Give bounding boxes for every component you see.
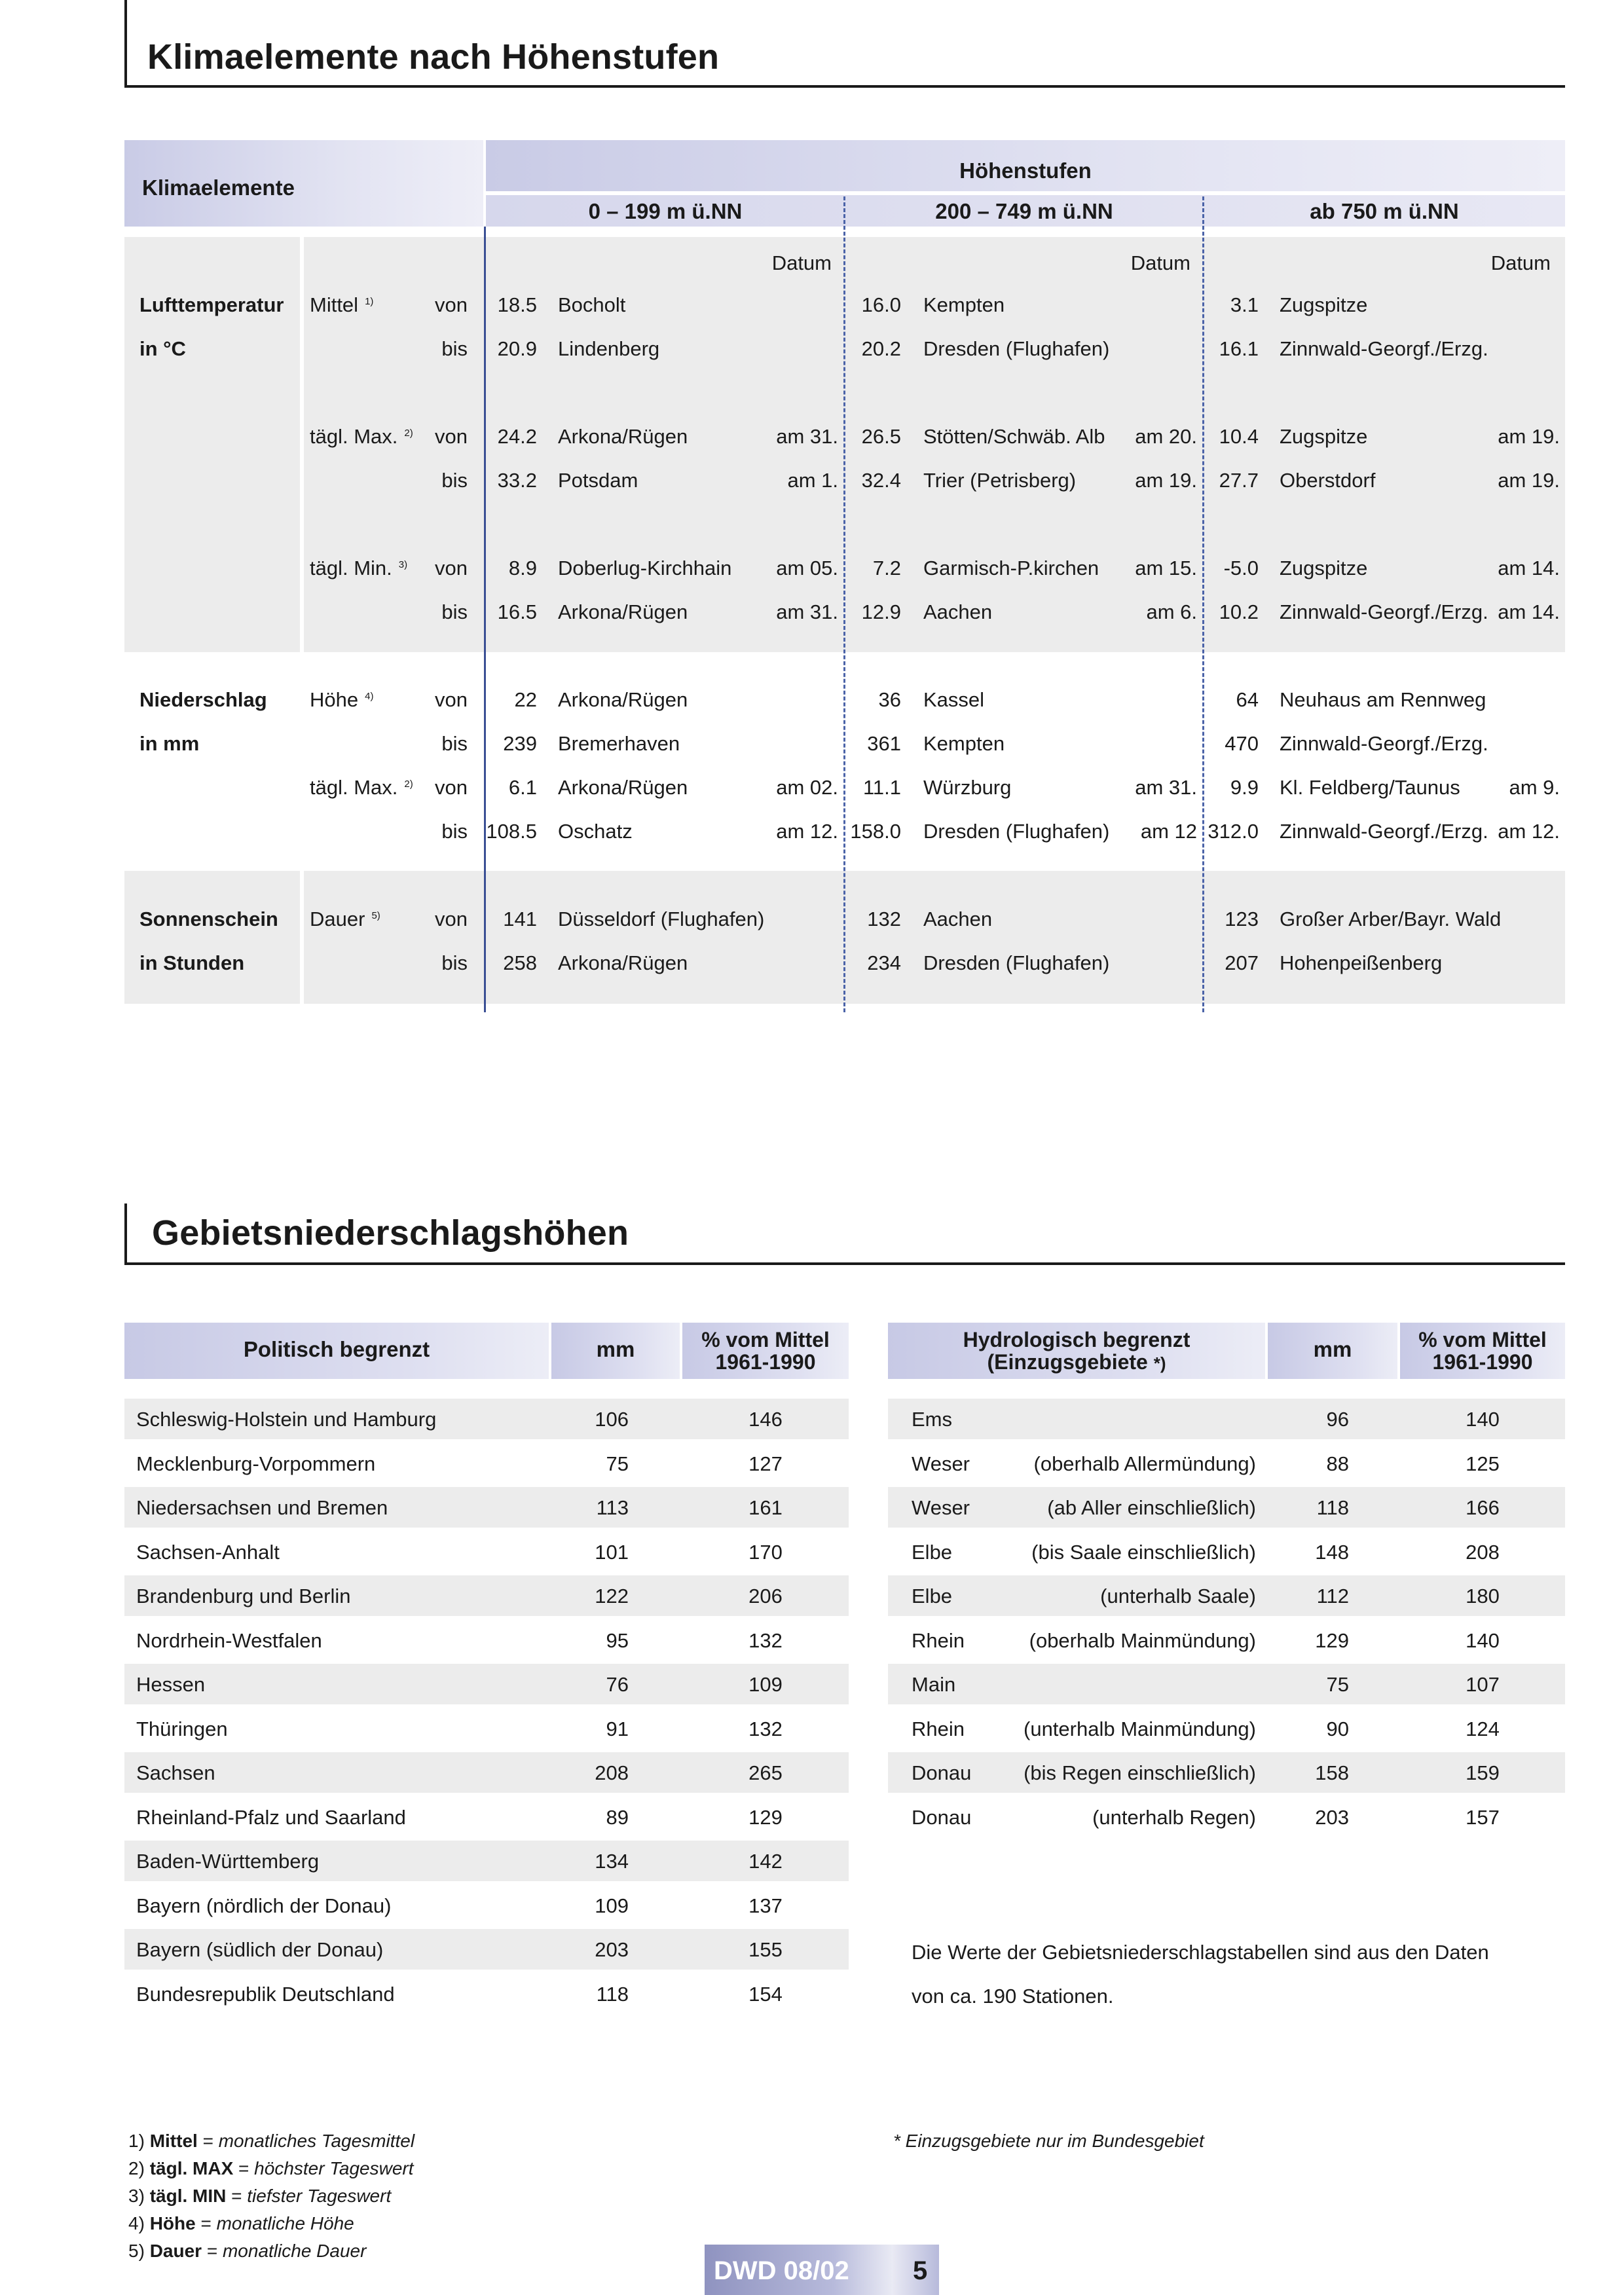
- table2-region: Mecklenburg-Vorpommern: [136, 1452, 376, 1475]
- band1-date: am 31.: [776, 425, 838, 448]
- band3-station: Zinnwald-Georgf./Erzg.: [1280, 337, 1488, 360]
- badge-text: DWD 08/02: [714, 2256, 849, 2285]
- column-separator: [300, 237, 304, 652]
- band2-date: am 31.: [1135, 776, 1197, 799]
- band3-station: Zugspitze: [1280, 557, 1368, 579]
- climate-sub-label: [310, 689, 373, 710]
- table3-header-mm: mm: [1313, 1337, 1352, 1361]
- table3-pct: 166: [1466, 1496, 1500, 1519]
- table2-mm: 91: [606, 1717, 629, 1740]
- band2-station: Kempten: [923, 732, 1005, 755]
- band1-value: 24.2: [497, 425, 537, 448]
- band2-station: Dresden (Flughafen): [923, 820, 1110, 843]
- climate-sub-label: [310, 558, 407, 578]
- band3-value: 3.1: [1230, 293, 1259, 316]
- band1-station: Arkona/Rügen: [558, 951, 688, 974]
- von-bis-label: bis: [441, 337, 468, 360]
- table2-mm: 122: [595, 1585, 629, 1607]
- footnote-description: monatliches Tagesmittel: [218, 2131, 415, 2151]
- band2-value: 26.5: [861, 425, 901, 448]
- von-bis-label: von: [435, 557, 468, 579]
- band2-date: am 15.: [1135, 557, 1197, 579]
- table3-mm: 75: [1326, 1673, 1349, 1696]
- band-label-1: 0 – 199 m ü.NN: [588, 199, 743, 223]
- table3-pct: 140: [1466, 1629, 1500, 1652]
- group-bg-sunshine-data: [486, 871, 1565, 1004]
- footnote-ref: 2): [404, 427, 413, 439]
- band-divider-dashed-2: [1202, 196, 1204, 1012]
- heading-rule-horizontal: [124, 85, 1565, 88]
- band2-value: 158.0: [850, 820, 901, 843]
- heading-rule-vertical-2: [124, 1203, 127, 1265]
- table3-pct: 180: [1466, 1585, 1500, 1607]
- table2-pct: 109: [748, 1673, 783, 1696]
- table3-river: Rhein: [912, 1629, 965, 1652]
- band3-station: Zinnwald-Georgf./Erzg.: [1280, 600, 1488, 623]
- band3-value: -5.0: [1223, 557, 1259, 579]
- table3-mm: 148: [1315, 1541, 1349, 1564]
- table2-pct: 155: [748, 1938, 783, 1961]
- table2-region: Niedersachsen und Bremen: [136, 1496, 388, 1519]
- band1-value: 108.5: [486, 820, 537, 843]
- table3-detail: (unterhalb Saale): [1100, 1585, 1256, 1607]
- table3-detail: (oberhalb Mainmündung): [1029, 1629, 1256, 1652]
- band1-date: am 05.: [776, 557, 838, 579]
- table2-region: Bayern (südlich der Donau): [136, 1938, 384, 1961]
- band3-value: 207: [1225, 951, 1259, 974]
- band2-date: am 12: [1140, 820, 1197, 843]
- table3-river: Elbe: [912, 1541, 953, 1564]
- table2-region: Sachsen: [136, 1761, 215, 1784]
- band2-value: 132: [867, 908, 901, 930]
- band3-value: 16.1: [1219, 337, 1259, 360]
- band3-date: am 12.: [1498, 820, 1560, 843]
- band1-value: 33.2: [497, 469, 537, 492]
- footnote-number: 3): [128, 2186, 145, 2206]
- table3-pct: 125: [1466, 1452, 1500, 1475]
- page-number: 5: [913, 2256, 928, 2285]
- von-bis-label: bis: [441, 600, 468, 623]
- band1-value: 18.5: [497, 293, 537, 316]
- band2-value: 11.1: [862, 776, 901, 799]
- band3-date: am 14.: [1498, 600, 1560, 623]
- climate-sub-label: [310, 777, 413, 798]
- climate-element-label: in Stunden: [139, 951, 245, 974]
- band2-value: 234: [867, 951, 901, 974]
- band3-date: am 19.: [1498, 469, 1560, 492]
- table2-region: Baden-Württemberg: [136, 1850, 320, 1873]
- band1-station: Bremerhaven: [558, 732, 680, 755]
- footnote-number: 1): [128, 2131, 145, 2151]
- table3-pct: 208: [1466, 1541, 1500, 1564]
- datum-label-2: Datum: [1130, 251, 1190, 274]
- band1-value: 258: [503, 951, 537, 974]
- band1-date: am 02.: [776, 776, 838, 799]
- column-separator: [300, 871, 304, 1004]
- table3-pct: 157: [1466, 1806, 1500, 1829]
- band3-value: 123: [1225, 908, 1259, 930]
- band1-station: Arkona/Rügen: [558, 600, 688, 623]
- band3-station: Zinnwald-Georgf./Erzg.: [1280, 732, 1488, 755]
- table3-header-name-1: Hydrologisch begrenzt: [963, 1328, 1190, 1351]
- footnote-number: 5): [128, 2241, 145, 2261]
- datum-label-3: Datum: [1490, 251, 1551, 274]
- footnote-ref: 1): [365, 295, 374, 307]
- footnote-number: 2): [128, 2158, 145, 2178]
- von-bis-label: bis: [441, 732, 468, 755]
- band1-station: Doberlug-Kirchhain: [558, 557, 732, 579]
- band1-station: Arkona/Rügen: [558, 776, 688, 799]
- table2-mm: 109: [595, 1894, 629, 1917]
- band1-station: Düsseldorf (Flughafen): [558, 908, 765, 930]
- footnote-term: tägl. MAX: [149, 2158, 234, 2178]
- band2-value: 7.2: [872, 557, 901, 579]
- table3-note-line-2: von ca. 190 Stationen.: [912, 1985, 1114, 2008]
- band3-value: 64: [1236, 688, 1259, 711]
- sub-label-text: Höhe: [310, 688, 359, 711]
- table2-region: Nordrhein-Westfalen: [136, 1629, 322, 1652]
- footnote-term: Dauer: [149, 2241, 202, 2261]
- band2-station: Dresden (Flughafen): [923, 951, 1110, 974]
- table3-mm: 96: [1326, 1408, 1349, 1431]
- climate-element-label: Lufttemperatur: [139, 293, 284, 316]
- table2-pct: 161: [748, 1496, 783, 1519]
- band2-station: Kassel: [923, 688, 985, 711]
- band1-date: am 1.: [787, 469, 838, 492]
- band3-station: Oberstdorf: [1280, 469, 1376, 492]
- table3-detail: (unterhalb Mainmündung): [1024, 1717, 1256, 1740]
- von-bis-label: bis: [441, 469, 468, 492]
- climate-element-label: Niederschlag: [139, 688, 267, 711]
- band-label-2: 200 – 749 m ü.NN: [935, 199, 1113, 223]
- table2-mm: 203: [595, 1938, 629, 1961]
- table2-region: Sachsen-Anhalt: [136, 1541, 280, 1564]
- von-bis-label: von: [435, 293, 468, 316]
- band2-station: Aachen: [923, 908, 993, 930]
- band1-station: Potsdam: [558, 469, 638, 492]
- band2-station: Dresden (Flughafen): [923, 337, 1110, 360]
- table2-mm: 134: [595, 1850, 629, 1873]
- table2-mm: 208: [595, 1761, 629, 1784]
- climate-sub-label: [310, 953, 316, 973]
- von-bis-label: von: [435, 688, 468, 711]
- band2-value: 32.4: [861, 469, 901, 492]
- table3-river: Rhein: [912, 1717, 965, 1740]
- datum-label-1: Datum: [771, 251, 832, 274]
- band3-station: Zinnwald-Georgf./Erzg.: [1280, 820, 1488, 843]
- group-bg-sunshine: [124, 871, 485, 1004]
- table3-detail: (oberhalb Allermündung): [1033, 1452, 1256, 1475]
- table3-detail: (bis Regen einschließlich): [1024, 1761, 1256, 1784]
- band2-station: Trier (Petrisberg): [923, 469, 1077, 492]
- band2-station: Stötten/Schwäb. Alb: [923, 425, 1105, 448]
- band3-station: Großer Arber/Bayr. Wald: [1280, 908, 1502, 930]
- table2-header-pct-1: % vom Mittel: [701, 1328, 830, 1351]
- table2-mm: 76: [606, 1673, 629, 1696]
- table2-mm: 75: [606, 1452, 629, 1475]
- footnote-term: tägl. MIN: [149, 2186, 227, 2206]
- climate-sub-label: [310, 602, 316, 622]
- table2-pct: 154: [748, 1983, 783, 2006]
- heading-rule-horizontal-2: [124, 1262, 1565, 1265]
- climate-sub-label: [310, 470, 316, 490]
- table3-mm: 118: [1316, 1496, 1349, 1519]
- climate-sub-label: [310, 821, 316, 841]
- footnote-equals: =: [206, 2241, 218, 2261]
- band3-value: 312.0: [1208, 820, 1259, 843]
- footnote-equals: =: [202, 2131, 213, 2151]
- footnote-ref: 4): [365, 690, 374, 702]
- table2-pct: 132: [748, 1717, 783, 1740]
- table3-river: Weser: [912, 1496, 970, 1519]
- table2-pct: 142: [748, 1850, 783, 1873]
- sub-label-text: Dauer: [310, 908, 365, 930]
- band3-station: Zugspitze: [1280, 425, 1368, 448]
- table2-region: Bayern (nördlich der Donau): [136, 1894, 392, 1917]
- climate-sub-label: [310, 339, 316, 359]
- sub-label-text: tägl. Min.: [310, 557, 392, 579]
- von-bis-label: bis: [441, 820, 468, 843]
- table1-header-group: Höhenstufen: [959, 158, 1092, 183]
- table3-detail: (bis Saale einschließlich): [1031, 1541, 1256, 1564]
- climate-sub-label: [310, 426, 413, 447]
- von-bis-label: von: [435, 908, 468, 930]
- footnote-description: monatliche Höhe: [216, 2213, 354, 2233]
- band1-station: Lindenberg: [558, 337, 660, 360]
- band3-station: Zugspitze: [1280, 293, 1368, 316]
- band3-station: Hohenpeißenberg: [1280, 951, 1443, 974]
- band1-date: am 12.: [776, 820, 838, 843]
- table2-region: Bundesrepublik Deutschland: [136, 1983, 395, 2006]
- footnote-description: monatliche Dauer: [222, 2241, 367, 2261]
- footnote-1: [128, 2131, 415, 2152]
- table2-mm: 113: [596, 1496, 629, 1519]
- table2-pct: 206: [748, 1585, 783, 1607]
- band-label-3: ab 750 m ü.NN: [1310, 199, 1459, 223]
- band1-station: Oschatz: [558, 820, 633, 843]
- band1-value: 141: [503, 908, 537, 930]
- band2-value: 12.9: [861, 600, 901, 623]
- band3-value: 9.9: [1230, 776, 1259, 799]
- band1-value: 20.9: [497, 337, 537, 360]
- table2-header-mm: mm: [596, 1337, 635, 1361]
- band2-date: am 20.: [1135, 425, 1197, 448]
- footnote-term: Höhe: [149, 2213, 196, 2233]
- table3-mm: 112: [1316, 1585, 1349, 1607]
- von-bis-label: bis: [441, 951, 468, 974]
- table2-pct: 132: [748, 1629, 783, 1652]
- band2-station: Würzburg: [923, 776, 1012, 799]
- band1-station: Arkona/Rügen: [558, 425, 688, 448]
- climate-element-label: in mm: [139, 732, 200, 755]
- footnote-5: [128, 2241, 366, 2262]
- table3-pct: 124: [1466, 1717, 1500, 1740]
- footnote-equals: =: [231, 2186, 242, 2206]
- band1-date: am 31.: [776, 600, 838, 623]
- von-bis-label: von: [435, 776, 468, 799]
- sub-label-text: tägl. Max.: [310, 776, 398, 799]
- table3-detail: (ab Aller einschließlich): [1047, 1496, 1256, 1519]
- table3-header-pct-2: 1961-1990: [1432, 1350, 1533, 1374]
- band3-value: 10.4: [1219, 425, 1259, 448]
- section-title-klima: Klimaelemente nach Höhenstufen: [147, 37, 720, 77]
- band2-station: Kempten: [923, 293, 1005, 316]
- table2-pct: 146: [748, 1408, 783, 1431]
- table2-pct: 265: [748, 1761, 783, 1784]
- table3-mm: 90: [1326, 1717, 1349, 1740]
- table3-header-name-2: (Einzugsgebiete *): [987, 1350, 1166, 1374]
- table2-mm: 118: [596, 1983, 629, 2006]
- footnote-4: [128, 2213, 354, 2234]
- table2-region: Brandenburg und Berlin: [136, 1585, 351, 1607]
- table3-river: Main: [912, 1673, 956, 1696]
- footnote-ref: 5): [371, 909, 380, 921]
- band2-station: Garmisch-P.kirchen: [923, 557, 1099, 579]
- band2-value: 36: [878, 688, 901, 711]
- von-bis-label: von: [435, 425, 468, 448]
- footnote-star: * Einzugsgebiete nur im Bundesgebiet: [893, 2131, 1204, 2151]
- table2-region: Thüringen: [136, 1717, 228, 1740]
- climate-sub-label: [310, 733, 316, 754]
- table2-header-pct-2: 1961-1990: [715, 1350, 816, 1374]
- band3-date: am 14.: [1498, 557, 1560, 579]
- table2-header-name: Politisch begrenzt: [243, 1337, 430, 1361]
- table3-note-line-1: Die Werte der Gebietsniederschlagstabellen sind aus den Daten: [912, 1941, 1489, 1964]
- table3-mm: 158: [1315, 1761, 1349, 1784]
- page-badge: [705, 2245, 939, 2295]
- table3-mm: 88: [1326, 1452, 1349, 1475]
- table2-region: Rheinland-Pfalz und Saarland: [136, 1806, 406, 1829]
- band3-value: 27.7: [1219, 469, 1259, 492]
- band1-station: Arkona/Rügen: [558, 688, 688, 711]
- table3-pct: 107: [1466, 1673, 1500, 1696]
- band2-value: 361: [867, 732, 901, 755]
- footnote-2: [128, 2158, 414, 2179]
- band3-date: am 19.: [1498, 425, 1560, 448]
- climate-element-label: in °C: [139, 337, 186, 360]
- climate-element-label: Sonnenschein: [139, 908, 278, 930]
- band1-value: 239: [503, 732, 537, 755]
- table3-mm: 129: [1315, 1629, 1349, 1652]
- band3-value: 10.2: [1219, 600, 1259, 623]
- band3-value: 470: [1225, 732, 1259, 755]
- band1-station: Bocholt: [558, 293, 626, 316]
- table2-mm: 101: [595, 1541, 629, 1564]
- table2-mm: 95: [606, 1629, 629, 1652]
- band1-value: 8.9: [508, 557, 537, 579]
- table3-river: Weser: [912, 1452, 970, 1475]
- band1-value: 6.1: [508, 776, 537, 799]
- band3-station: Neuhaus am Rennweg: [1280, 688, 1486, 711]
- band1-value: 16.5: [497, 600, 537, 623]
- table2-mm: 89: [606, 1806, 629, 1829]
- table3-mm: 203: [1315, 1806, 1349, 1829]
- table3-header-pct-1: % vom Mittel: [1418, 1328, 1547, 1351]
- band2-value: 16.0: [861, 293, 901, 316]
- table3-river: Donau: [912, 1761, 972, 1784]
- table3-river: Ems: [912, 1408, 952, 1431]
- band3-date: am 9.: [1509, 776, 1560, 799]
- heading-rule-vertical: [124, 0, 127, 88]
- footnote-number: 4): [128, 2213, 145, 2233]
- band1-value: 22: [514, 688, 537, 711]
- section-title-gebiet: Gebietsniederschlagshöhen: [152, 1213, 629, 1253]
- band2-date: am 19.: [1135, 469, 1197, 492]
- footnote-equals: =: [200, 2213, 212, 2233]
- band2-value: 20.2: [861, 337, 901, 360]
- climate-sub-label: [310, 295, 373, 315]
- table2-pct: 137: [748, 1894, 783, 1917]
- table2-region: Hessen: [136, 1673, 206, 1696]
- footnote-3: [128, 2186, 391, 2207]
- table3-header-star: *): [1153, 1353, 1166, 1373]
- band2-station: Aachen: [923, 600, 993, 623]
- footnote-description: tiefster Tageswert: [247, 2186, 392, 2206]
- footnote-term: Mittel: [149, 2131, 198, 2151]
- footnote-ref: 2): [404, 778, 413, 790]
- footnote-equals: =: [238, 2158, 249, 2178]
- table3-detail: (unterhalb Regen): [1092, 1806, 1256, 1829]
- table2-pct: 129: [748, 1806, 783, 1829]
- table1-header-left: Klimaelemente: [142, 175, 295, 200]
- climate-sub-label: [310, 909, 380, 929]
- table2-pct: 127: [748, 1452, 783, 1475]
- table3-pct: 159: [1466, 1761, 1500, 1784]
- table2-region: Schleswig-Holstein und Hamburg: [136, 1408, 437, 1431]
- sub-label-text: Mittel: [310, 293, 359, 316]
- band2-date: am 6.: [1146, 600, 1197, 623]
- sub-label-text: tägl. Max.: [310, 425, 398, 448]
- band3-station: Kl. Feldberg/Taunus: [1280, 776, 1460, 799]
- table3-pct: 140: [1466, 1408, 1500, 1431]
- footnote-description: höchster Tageswert: [254, 2158, 414, 2178]
- table3-river: Elbe: [912, 1585, 953, 1607]
- footnote-ref: 3): [398, 559, 408, 570]
- table2-mm: 106: [595, 1408, 629, 1431]
- table3-river: Donau: [912, 1806, 972, 1829]
- table2-pct: 170: [748, 1541, 783, 1564]
